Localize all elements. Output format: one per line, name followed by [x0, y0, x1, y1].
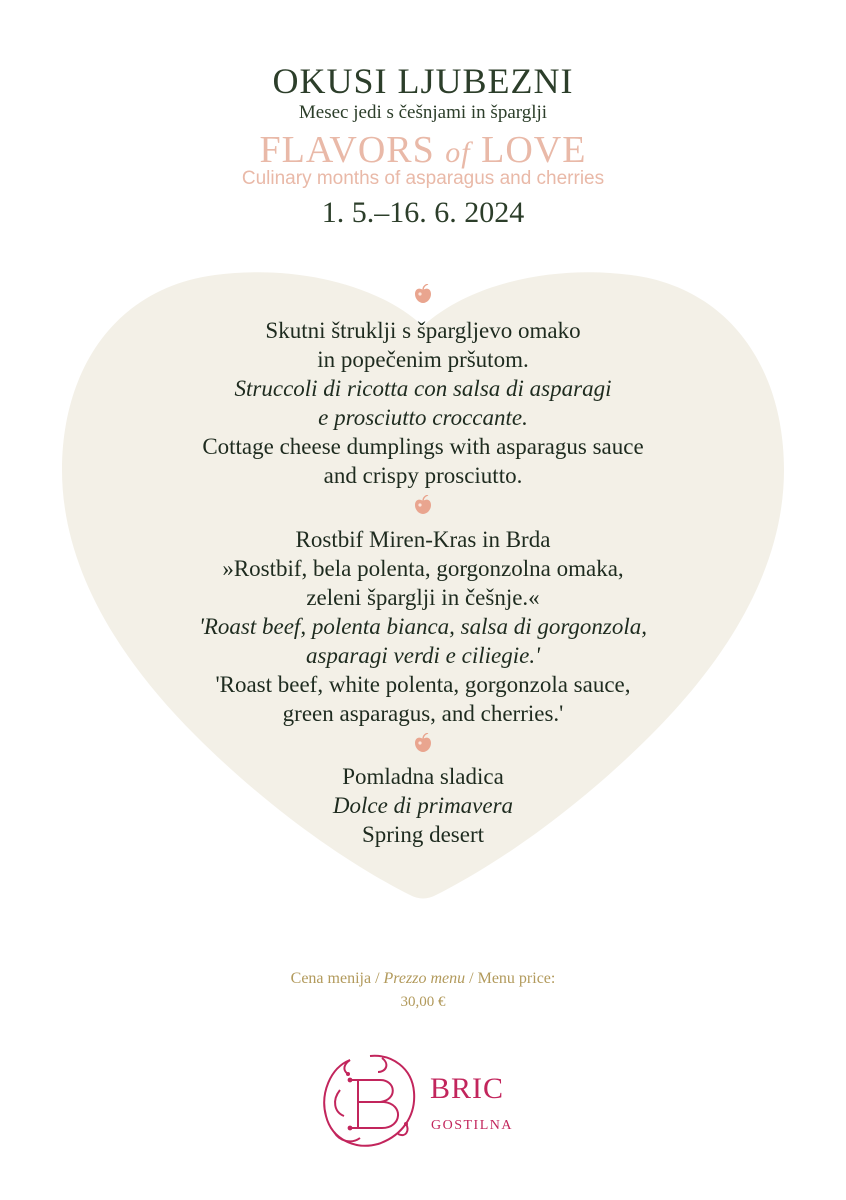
menu-price-label [0, 970, 846, 988]
dish-1-en-line-2: and crispy prosciutto. [323, 463, 523, 488]
dish-3-sl-line-1: Pomladna sladica [342, 764, 504, 789]
date-range: 1. 5.–16. 6. 2024 [321, 196, 525, 229]
price-label-en: / Menu price: [465, 970, 556, 987]
price-label-it: Prezzo menu [383, 970, 466, 987]
title-en-of: of [445, 136, 471, 169]
cherry-icon [413, 733, 433, 755]
page-subtitle-english: Culinary months of asparagus and cherries [241, 168, 605, 189]
menu-dish-1 [0, 316, 846, 490]
dish-1-sl-line-2: in popečenim pršutom. [317, 347, 529, 372]
title-en-part-2: LOVE [481, 129, 587, 171]
page-title: OKUSI LJUBEZNI [272, 61, 574, 101]
page-subtitle: Mesec jedi s češnjami in šparglji [298, 102, 548, 123]
ornate-b-monogram-icon [320, 1050, 420, 1150]
menu-dish-3 [0, 762, 846, 849]
brand-subname: GOSTILNA [431, 1118, 513, 1133]
dish-1-it-line-2: e prosciutto croccante. [318, 405, 528, 430]
menu-dish-2 [0, 525, 846, 728]
dish-3-it-line-1: Dolce di primavera [332, 793, 514, 818]
cherry-icon [413, 284, 433, 306]
page-title-english [0, 128, 846, 172]
cherry-icon [413, 495, 433, 517]
dish-1-it-line-1: Struccoli di ricotta con salsa di asparagi [234, 376, 612, 401]
brand-name: BRIC [430, 1072, 505, 1105]
dish-1-en-line-1: Cottage cheese dumplings with asparagus sauce [202, 434, 644, 459]
title-en-part-1: FLAVORS [259, 129, 435, 171]
dish-2-sl-line-3: zeleni šparglji in češnje.« [306, 585, 540, 610]
dish-1-sl-line-1: Skutni štruklji s špargljevo omako [265, 318, 581, 343]
dish-2-sl-line-2: »Rostbif, bela polenta, gorgonzolna omaka, [222, 556, 624, 581]
price-label-sl: Cena menija / [290, 970, 384, 987]
dish-2-en-line-2: green asparagus, and cherries.' [282, 701, 564, 726]
dish-2-en-line-1: 'Roast beef, white polenta, gorgonzola sauce, [215, 672, 631, 697]
dish-2-it-line-1: 'Roast beef, polenta bianca, salsa di gorgonzola, [198, 614, 648, 639]
dish-2-sl-line-1: Rostbif Miren-Kras in Brda [295, 527, 551, 552]
menu-price-value: 30,00 € [400, 994, 446, 1010]
dish-2-it-line-2: asparagi verdi e ciliegie.' [305, 643, 540, 668]
dish-3-en-line-1: Spring desert [361, 822, 484, 847]
